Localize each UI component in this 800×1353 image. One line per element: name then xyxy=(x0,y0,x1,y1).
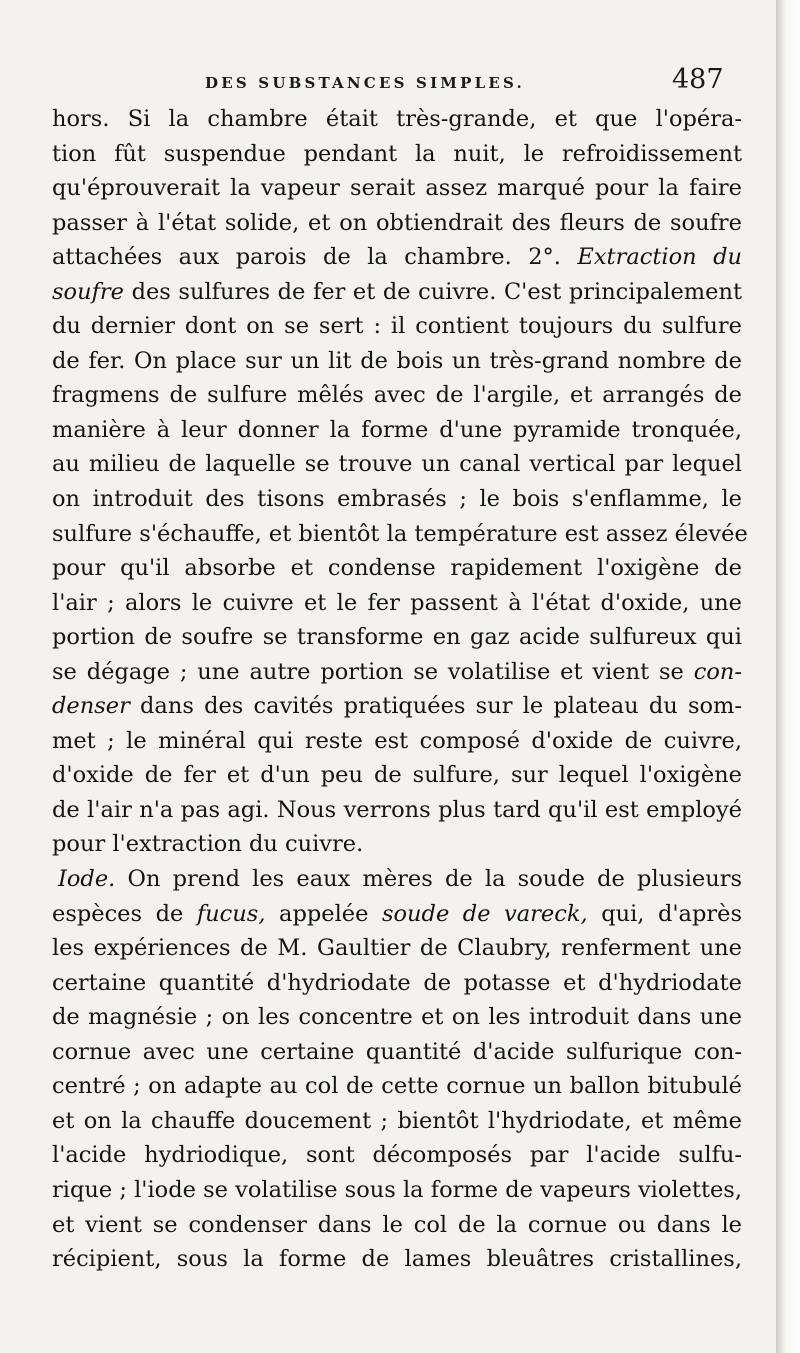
text-segment: hors. Si la chambre était très-grande, et que l'opéra- xyxy=(52,106,742,132)
text-line xyxy=(52,102,742,137)
text-line xyxy=(52,758,742,793)
text-line xyxy=(52,447,742,482)
text-line xyxy=(52,1173,742,1208)
text-line xyxy=(52,620,742,655)
text-segment: et vient se condenser dans le col de la cornue ou dans le xyxy=(52,1211,742,1238)
text-segment: fragmens de sulfure mêlés avec de l'argile, et arrangés de xyxy=(52,382,742,409)
text-line xyxy=(52,309,742,344)
text-segment: cornue avec une certaine quantité d'acide sulfurique con- xyxy=(52,1038,742,1065)
text-line xyxy=(52,1069,742,1104)
text-line xyxy=(52,344,742,379)
text-line xyxy=(52,413,742,448)
text-segment: dans des cavités pratiquées sur le plateau du som- xyxy=(140,693,742,720)
text-line xyxy=(52,1104,742,1139)
text-segment: passer à l'état solide, et on obtiendrait des fleurs de soufre xyxy=(52,209,742,236)
text-segment: rique ; l'iode se volatilise sous la forme de vapeurs violettes, xyxy=(52,1176,742,1203)
text-segment: sulfure s'échauffe, et bientôt la température est assez élevée xyxy=(52,520,748,547)
text-segment: les expériences de M. Gaultier de Claubry, renferment une xyxy=(52,935,742,962)
italic-text: Extraction du xyxy=(577,244,742,271)
text-segment: du dernier dont on se sert : il contient toujours du sulfure xyxy=(52,313,742,340)
page-number: 487 xyxy=(672,64,724,95)
text-segment: appelée xyxy=(279,900,369,927)
page-edge xyxy=(776,0,800,1353)
body-text xyxy=(52,102,748,1277)
text-line xyxy=(52,1208,742,1243)
text-line xyxy=(52,240,742,275)
text-segment: d'oxide de fer et d'un peu de sulfure, sur lequel l'oxigène xyxy=(52,762,742,789)
text-line xyxy=(52,862,742,897)
text-segment: qu'éprouverait la vapeur serait assez marqué pour la faire xyxy=(52,175,742,202)
text-line xyxy=(52,655,742,690)
text-line xyxy=(52,827,742,862)
text-segment: se dégage ; une autre portion se volatilise et vient se xyxy=(52,658,684,685)
text-line xyxy=(52,586,742,621)
text-segment: attachées aux parois de la chambre. 2°. xyxy=(52,244,561,271)
text-line xyxy=(52,482,742,517)
italic-text: fucus, xyxy=(196,900,266,927)
text-line xyxy=(52,1242,742,1277)
text-segment: récipient, sous la forme de lames bleuâtres cristallines, xyxy=(52,1246,742,1273)
text-line xyxy=(52,1000,742,1035)
italic-text: con- xyxy=(693,658,742,685)
text-line xyxy=(52,897,742,932)
text-segment: qui, d'après xyxy=(601,900,742,927)
text-line xyxy=(52,378,742,413)
running-title: DES SUBSTANCES SIMPLES. xyxy=(205,74,525,92)
italic-text: soufre xyxy=(52,278,124,305)
text-segment: de l'air n'a pas agi. Nous verrons plus tard qu'il est employé xyxy=(52,796,742,823)
text-line xyxy=(52,171,742,206)
text-segment: pour l'extraction du cuivre. xyxy=(52,831,364,858)
text-segment: manière à leur donner la forme d'une pyramide tronquée, xyxy=(52,416,742,443)
italic-text: soude de vareck, xyxy=(381,900,588,927)
text-line xyxy=(52,966,742,1001)
text-line xyxy=(52,724,742,759)
text-line xyxy=(52,517,748,552)
text-segment: des sulfures de fer et de cuivre. C'est principalement xyxy=(131,278,742,305)
text-segment: l'acide hydriodique, sont décomposés par l'acide sulfu- xyxy=(52,1142,742,1169)
italic-text: denser xyxy=(52,693,130,720)
text-line xyxy=(52,275,742,310)
text-line xyxy=(52,1035,742,1070)
text-segment: et on la chauffe doucement ; bientôt l'hydriodate, et même xyxy=(52,1107,742,1134)
text-segment: certaine quantité d'hydriodate de potasse et d'hydriodate xyxy=(52,969,742,996)
text-segment: espèces de xyxy=(52,900,184,927)
text-line xyxy=(52,137,742,172)
text-line xyxy=(52,793,742,828)
page-header xyxy=(0,64,776,98)
text-segment: l'air ; alors le cuivre et le fer passent à l'état d'oxide, une xyxy=(52,589,742,616)
text-segment: portion de soufre se transforme en gaz acide sulfureux qui xyxy=(52,624,742,651)
text-segment: pour qu'il absorbe et condense rapidement l'oxigène de xyxy=(52,555,742,582)
text-segment: met ; le minéral qui reste est composé d'oxide de cuivre, xyxy=(52,727,742,754)
text-line xyxy=(52,551,742,586)
italic-text: Iode. xyxy=(58,866,116,893)
text-line xyxy=(52,1138,742,1173)
text-segment: de fer. On place sur un lit de bois un très-grand nombre de xyxy=(52,347,742,374)
text-segment: centré ; on adapte au col de cette cornue un ballon bitubulé xyxy=(52,1073,742,1100)
text-line xyxy=(52,689,742,724)
text-segment: tion fût suspendue pendant la nuit, le refroidissement xyxy=(52,140,742,167)
text-segment: de magnésie ; on les concentre et on les introduit dans une xyxy=(52,1004,742,1031)
text-segment: on introduit des tisons embrasés ; le bois s'enflamme, le xyxy=(52,486,742,513)
text-segment: On prend les eaux mères de la soude de plusieurs xyxy=(127,866,742,893)
text-segment: au milieu de laquelle se trouve un canal vertical par lequel xyxy=(52,451,742,478)
text-line xyxy=(52,206,742,241)
text-line xyxy=(52,931,742,966)
